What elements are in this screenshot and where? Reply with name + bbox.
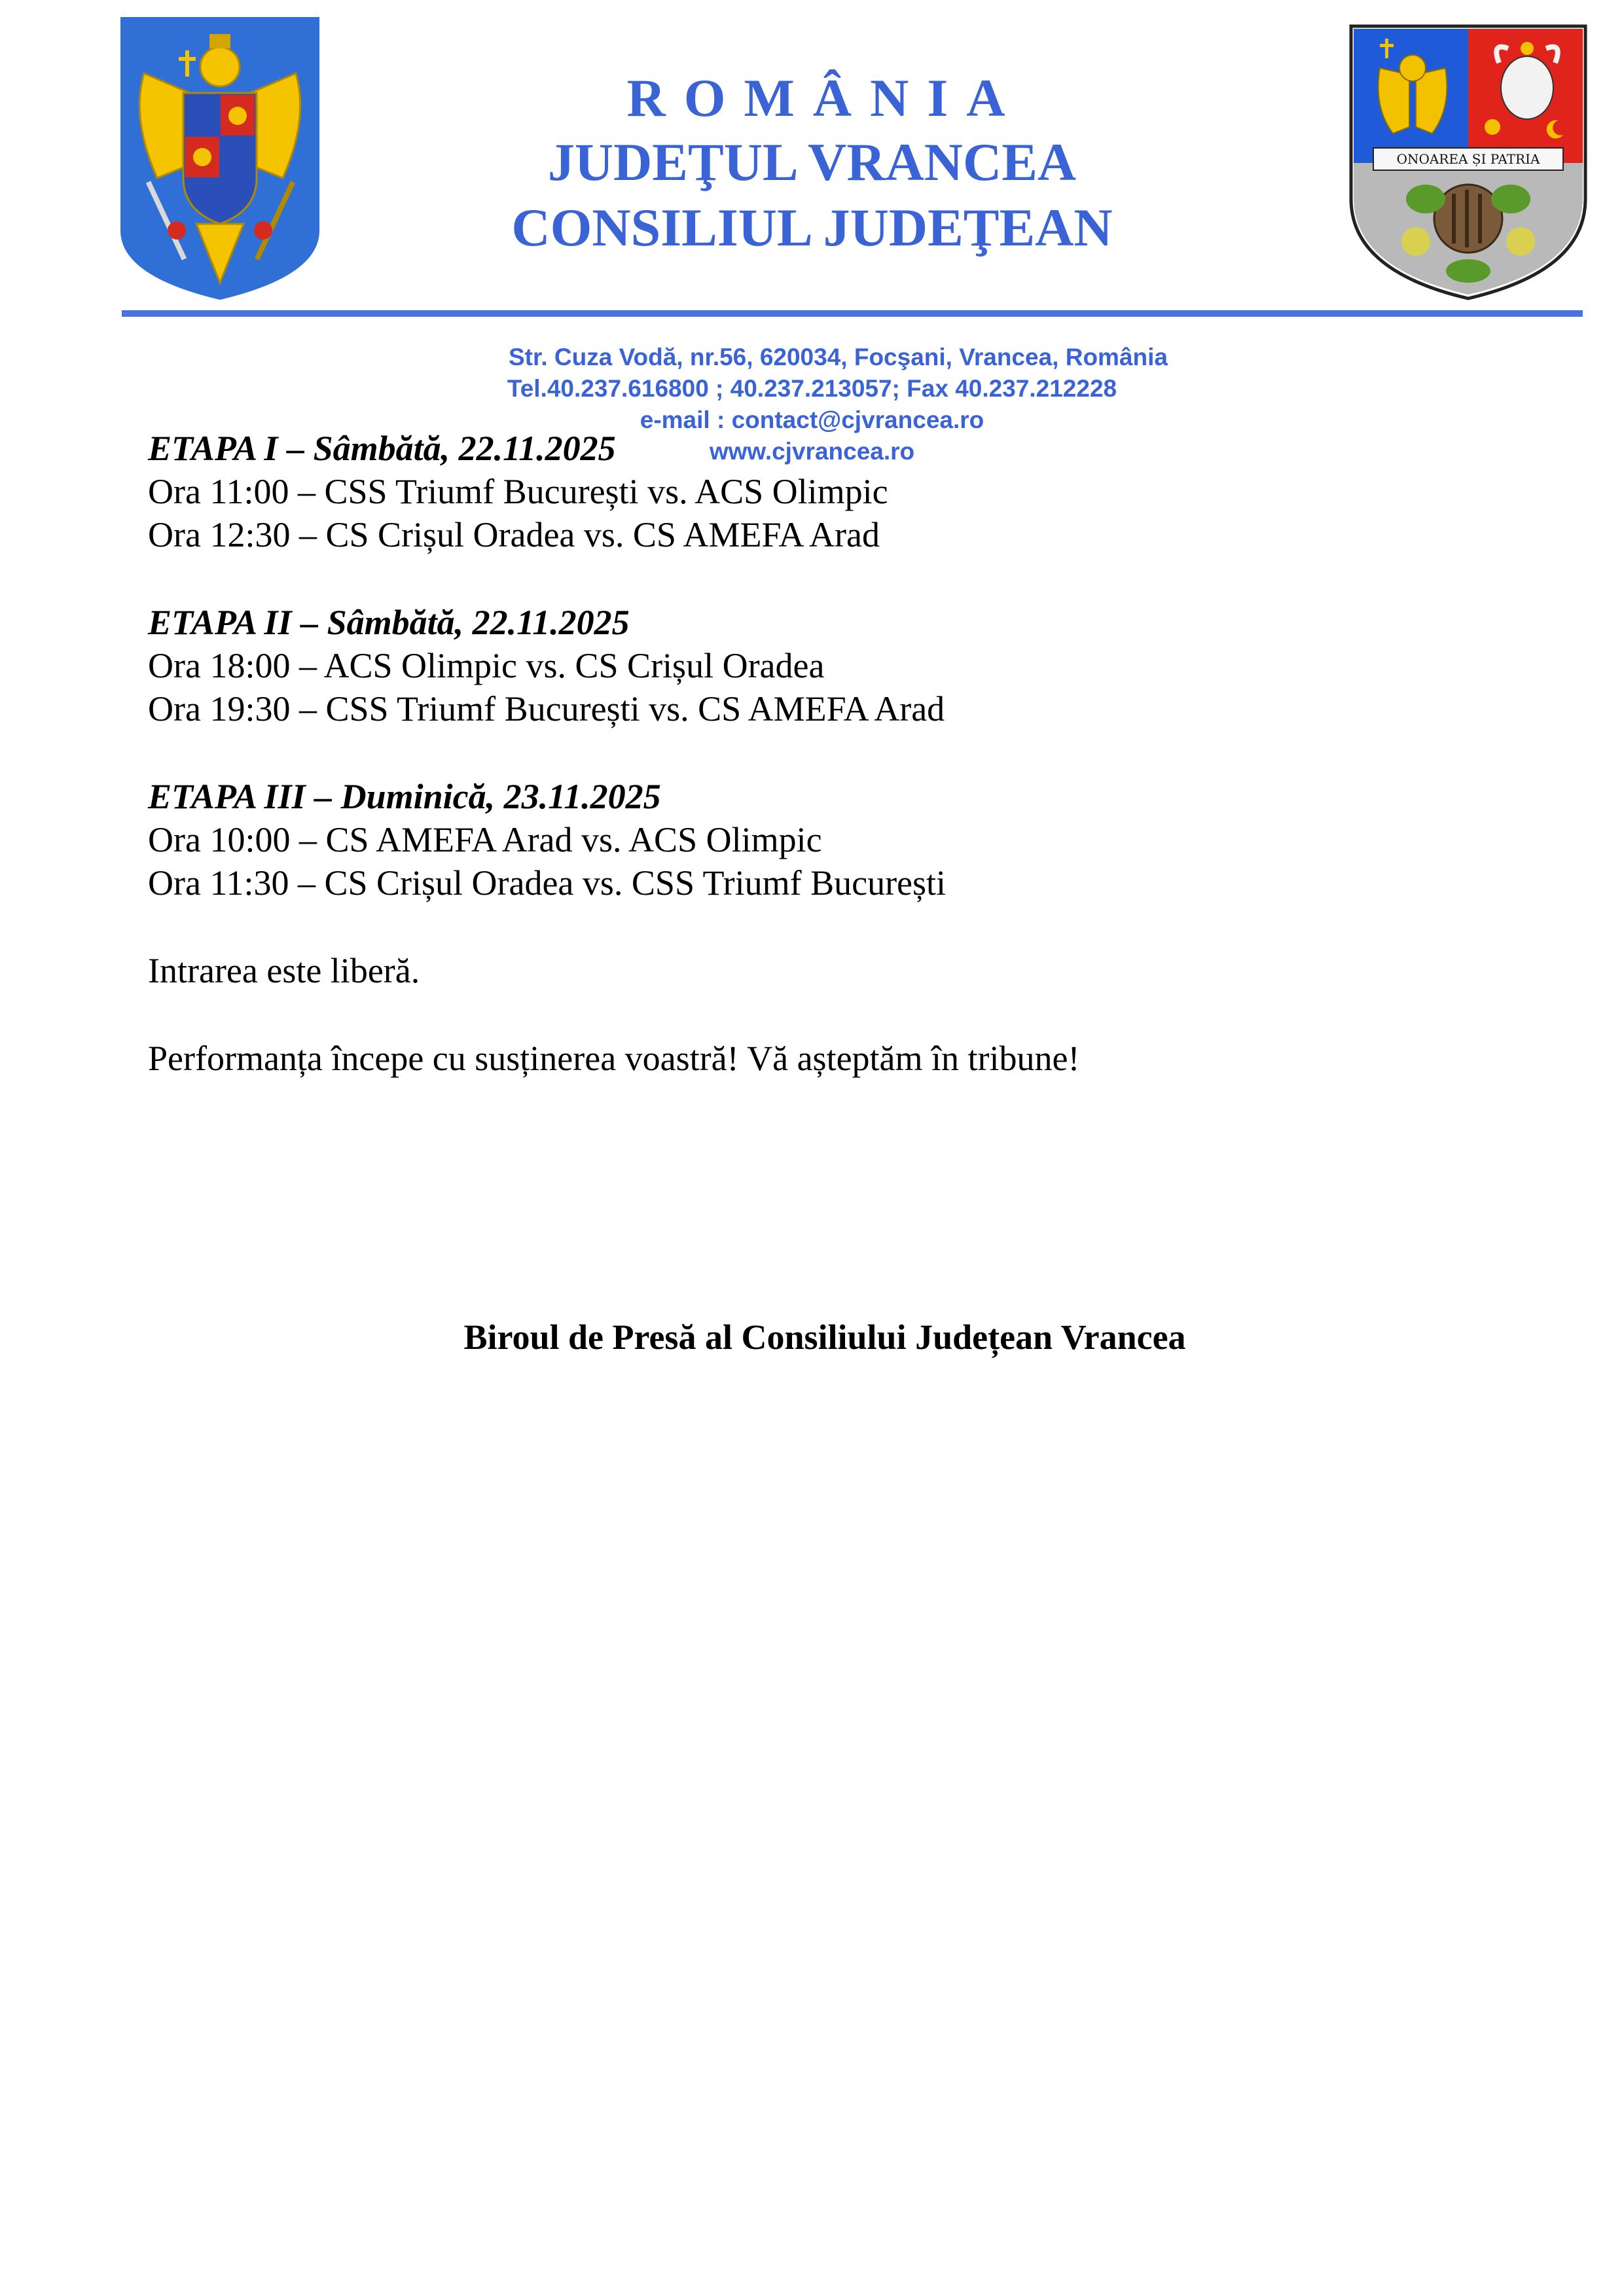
header-country: ROMÂNIA [626,68,1024,128]
contact-address: Str. Cuza Vodă, nr.56, 620034, Focşani, Vrancea, România [509,344,1168,370]
crest-motto: ONOAREA ȘI PATRIA [1396,151,1540,167]
header-council: CONSILIUL JUDEŢEAN [511,198,1113,257]
stage-1-match-2: Ora 12:30 – CS Crișul Oradea vs. CS AMEFA Arad [148,515,880,554]
contact-email[interactable]: e-mail : contact@cjvrancea.ro [640,406,984,433]
stage-2-match-2: Ora 19:30 – CSS Triumf București vs. CS AMEFA Arad [148,689,945,728]
stage-1-title: ETAPA I – Sâmbătă, 22.11.2025 [148,429,616,468]
header-divider [122,310,1583,317]
stage-1-match-1: Ora 11:00 – CSS Triumf București vs. ACS Olimpic [148,472,888,511]
entry-note: Intrarea este liberă. [148,951,420,990]
contact-phone: Tel.40.237.616800 ; 40.237.213057; Fax 40.237.212228 [507,375,1117,402]
closing-note: Performanța începe cu susținerea voastră! Vă așteptăm în tribune! [148,1039,1080,1078]
stage-3-title: ETAPA III – Duminică, 23.11.2025 [148,777,661,816]
press-office-signature: Biroul de Presă al Consiliului Județean Vrancea [463,1318,1186,1357]
stage-2-match-1: Ora 18:00 – ACS Olimpic vs. CS Crișul Oradea [148,646,825,685]
contact-website[interactable]: www.cjvrancea.ro [709,438,915,465]
stage-3-match-2: Ora 11:30 – CS Crișul Oradea vs. CSS Triumf București [148,863,947,903]
header-county: JUDEŢUL VRANCEA [547,132,1077,192]
stage-2-title: ETAPA II – Sâmbătă, 22.11.2025 [148,603,630,642]
stage-3-match-1: Ora 10:00 – CS AMEFA Arad vs. ACS Olimpic [148,820,822,859]
